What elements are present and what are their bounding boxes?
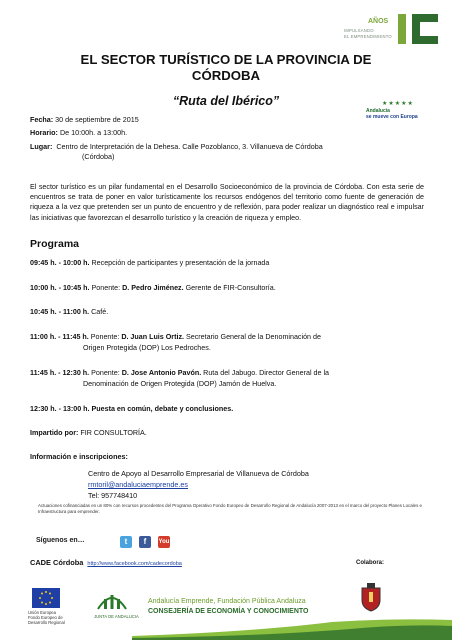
eu-flag-icon bbox=[32, 588, 60, 608]
horario-row: Horario: De 10:00h. a 13:00h. bbox=[30, 128, 128, 137]
facebook-icon[interactable]: f bbox=[139, 536, 151, 548]
logo-sub2: EL EMPRENDIMIENTO bbox=[344, 34, 392, 39]
programa-item: 11:45 h. - 12:30 h. Ponente: D. Jose Antonio Pavón. Ruta del Jabugo. Director General de la Denominación de Origen Protegida (DOP) Jamón de Huelva. bbox=[30, 369, 329, 388]
programa-item: 11:00 h. - 11:45 h. Ponente: D. Juan Luis Ortiz. Secretario General de la Denominación de Origen Protegida (DOP) Los Pedroches. bbox=[30, 333, 321, 352]
programa-item: 10:00 h. - 10:45 h. Ponente: D. Pedro Jiménez. Gerente de FIR-Consultoría. bbox=[30, 284, 276, 292]
lugar-row: Lugar: Centro de Interpretación de la Dehesa. Calle Pozoblanco, 3. Villanueva de Córdoba bbox=[30, 142, 323, 151]
programa-item: 12:30 h. - 13:00 h. Puesta en común, debate y conclusiones. bbox=[30, 405, 234, 413]
consejeria-text: CONSEJERÍA DE ECONOMÍA Y CONOCIMIENTO bbox=[148, 608, 309, 615]
info-center: Centro de Apoyo al Desarrollo Empresarial de Villanueva de Córdoba bbox=[88, 469, 309, 478]
info-email-link[interactable]: rmtoril@andaluciaemprende.es bbox=[88, 480, 188, 489]
info-phone: Tel: 957748410 bbox=[88, 491, 138, 500]
info-heading: Información e inscripciones: bbox=[30, 452, 128, 461]
page-subtitle: “Ruta del Ibérico” bbox=[172, 94, 280, 108]
lugar-row-2: (Córdoba) bbox=[82, 152, 115, 161]
logo-sub1: IMPULSANDO bbox=[344, 28, 374, 33]
impartido-row: Impartido por: FIR CONSULTORÍA. bbox=[30, 429, 147, 437]
cade-row: CADE Córdoba http://www.facebook.com/cadecordoba bbox=[30, 558, 182, 567]
cade-facebook-link[interactable]: http://www.facebook.com/cadecordoba bbox=[87, 561, 182, 567]
logo-anos-text: AÑOS bbox=[368, 18, 389, 25]
andalucia-europa-logo: ★★★★★ Andalucía se mueve con Europa bbox=[366, 101, 418, 120]
programa-item: 09:45 h. - 10:00 h. Recepción de participantes y presentación de la jornada bbox=[30, 259, 270, 267]
eu-text: Unión Europea Fondo Europeo de Desarrollo Regional bbox=[28, 610, 65, 625]
emprende-text: Andalucía Emprende, Fundación Pública Andaluza bbox=[148, 598, 306, 605]
youtube-icon[interactable]: You bbox=[158, 536, 170, 548]
anniversary-logo bbox=[340, 8, 448, 52]
twitter-icon[interactable]: t bbox=[120, 536, 132, 548]
junta-text: JUNTA DE ANDALUCIA bbox=[94, 614, 139, 619]
intro-paragraph: El sector turístico es un pilar fundamental en el Desarrollo Socioeconómico de la provincia de Córdoba. Con esta serie de encuentros se trata de poner en valor turísticamente los recursos endógenos del territorio como fuente de generación de riqueza a la vez que pretenden ser un punto de encuentro y de reflexión, para poder realizar un diagnóstico real e impulsar las iniciativas que favorezcan el desarrollo turístico y la creación de riqueza y empleo. bbox=[30, 183, 424, 222]
stars-icon: ★★★★★ bbox=[382, 101, 414, 107]
logo-10-icon bbox=[396, 10, 444, 50]
coat-of-arms-icon bbox=[358, 582, 384, 612]
programa-heading: Programa bbox=[30, 238, 80, 250]
page-title: EL SECTOR TURÍSTICO DE LA PROVINCIA DE CÓRDOBA bbox=[80, 52, 372, 83]
green-wave-decoration bbox=[132, 618, 452, 640]
fecha-row: Fecha: 30 de septiembre de 2015 bbox=[30, 115, 139, 124]
programa-item: 10:45 h. - 11:00 h. Café. bbox=[30, 308, 109, 316]
footnote: Actuaciones cofinanciadas en un 80% con recursos procedentes del Programa Operativo Fondo Europeo de Desarrollo Regional de Andalucía 2007-2013 en el marco del proyecto Planes Locales e Infraestructura para emprender. bbox=[38, 503, 422, 514]
junta-logo-icon bbox=[94, 587, 130, 613]
siguenos-label: Síguenos en… bbox=[36, 537, 85, 544]
colabora-label: Colabora: bbox=[356, 560, 385, 566]
